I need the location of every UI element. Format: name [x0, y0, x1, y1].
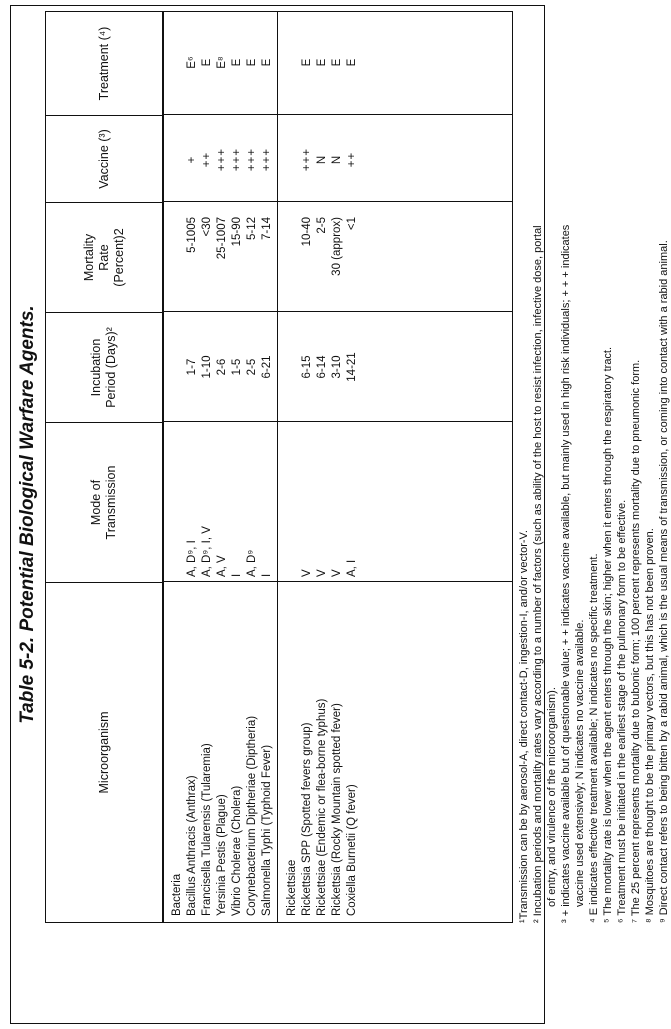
footnote: ¹Transmission can be by aerosol-A, direct contact-D, ingestion-I, and/or vector-V.	[518, 530, 530, 923]
cell-vaccine: ++	[201, 151, 213, 168]
cell-name: Salmonella Typhi (Typhoid Fever)	[261, 744, 273, 916]
table-row	[245, 12, 260, 922]
cell-mortality: 30 (approx)	[331, 217, 343, 276]
cell-vaccine: +++	[301, 147, 313, 172]
cell-incubation: 2-6	[216, 358, 228, 376]
cell-incubation: 6-14	[316, 355, 328, 379]
cell-treatment: E	[316, 58, 328, 67]
footnote: ² Incubation periods and mortality rates vary according to a number of factors (such as ability of the host to resist infection, infective dose, portal	[532, 225, 544, 923]
header-incubation: Incubation Period (Days)²	[46, 312, 162, 422]
cell-mode: A, D⁹	[246, 549, 258, 577]
cell-name: Rickettsia SPP (Spotted fevers group)	[301, 722, 313, 916]
group-label: Bacteria	[171, 873, 183, 916]
footnote: ⁵ The mortality rate is lower when the agent enters through the skin; higher when it enters through the respiratory tract.	[602, 346, 614, 923]
data-table	[45, 11, 513, 923]
cell-mode: V	[301, 569, 313, 577]
table-row	[315, 12, 330, 922]
cell-mortality: <30	[201, 217, 213, 237]
footnote: ⁶ Treatment must be initiated in the earliest stage of the pulmonary form to be effective.	[616, 499, 628, 923]
cell-incubation: 6-15	[301, 355, 313, 379]
cell-treatment: E	[201, 58, 213, 67]
cell-vaccine: +++	[216, 147, 228, 172]
cell-name: Vibrio Cholerae (Cholera)	[231, 785, 243, 916]
footnote: ⁹ Direct contact refers to being bitten by a rabid animal, which is the usual means of transmission, or coming into contact with a rabid animal.	[658, 240, 670, 923]
cell-incubation: 14-21	[346, 352, 358, 382]
cell-treatment: E	[331, 58, 343, 67]
table-row	[215, 12, 230, 922]
cell-vaccine: N	[316, 154, 328, 165]
table-row	[330, 12, 345, 922]
cell-name: Corynebacterium Diptheriae (Diptheria)	[246, 715, 258, 916]
table-row	[260, 12, 275, 922]
cell-mode: I	[231, 573, 243, 577]
cell-vaccine: +++	[231, 147, 243, 172]
cell-mortality: 25-1007	[216, 217, 228, 260]
footnote: ³ + indicates vaccine available but of questionable value; + + indicates vaccine available, but mainly used in high risk individuals; + + + indicates	[560, 224, 572, 923]
table-header	[46, 12, 164, 922]
group-label-row	[285, 12, 300, 922]
cell-mode: A, D⁹, I, V	[201, 526, 213, 577]
cell-mode: V	[331, 569, 343, 577]
cell-treatment: E	[246, 58, 258, 67]
cell-vaccine: +++	[261, 147, 273, 172]
footnote: ⁴ E indicates effective treatment available; N indicates no specific treatment.	[588, 553, 600, 923]
cell-name: Yersinia Pestis (Plague)	[216, 794, 228, 916]
footnote: of entry, and virulence of the microorganism).	[546, 687, 558, 907]
cell-mode: V	[316, 569, 328, 577]
header-vaccine: Vaccine (³)	[46, 115, 162, 202]
cell-incubation: 6-21	[261, 355, 273, 379]
cell-name: Rickettsiae (Endemic or flea-borne typhus)	[316, 698, 328, 916]
cell-vaccine: ++	[346, 151, 358, 168]
table-row	[300, 12, 315, 922]
cell-mortality: <1	[346, 217, 358, 231]
cell-mode: I	[261, 573, 273, 577]
cell-treatment: E	[301, 58, 313, 67]
table-title: Table 5-2. Potential Biological Warfare Agents.	[17, 305, 38, 724]
footnote: vaccine used extensively; N indicates no vaccine available.	[574, 619, 586, 907]
cell-incubation: 3-10	[331, 355, 343, 379]
cell-mortality: 7-14	[261, 217, 273, 241]
table-row	[200, 12, 215, 922]
header-mode: Mode of Transmission	[46, 422, 162, 582]
group-label-row	[170, 12, 185, 922]
cell-treatment: E⁸	[216, 56, 228, 69]
cell-mode: A, V	[216, 555, 228, 577]
table-row	[230, 12, 245, 922]
cell-mortality: 5-12	[246, 217, 258, 241]
cell-incubation: 1-7	[186, 358, 198, 376]
cell-treatment: E⁶	[186, 56, 198, 69]
header-mortality: Mortality Rate (Percent)2	[46, 202, 162, 312]
cell-vaccine: N	[331, 154, 343, 165]
cell-vaccine: +	[186, 155, 198, 164]
cell-incubation: 1-5	[231, 358, 243, 376]
header-treatment: Treatment (⁴)	[96, 26, 111, 101]
header-microorganism: Microorganism	[46, 582, 162, 922]
cell-incubation: 1-10	[201, 355, 213, 379]
cell-treatment: E	[346, 58, 358, 67]
cell-treatment: E	[231, 58, 243, 67]
footnote: ⁸ Mosquitoes are thought to be the primary vectors, but this has not been proven.	[644, 528, 656, 923]
cell-vaccine: +++	[246, 147, 258, 172]
cell-treatment: E	[261, 58, 273, 67]
group-separator	[277, 12, 278, 922]
cell-name: Francisella Tularensis (Tularemia)	[201, 743, 213, 916]
cell-mortality: 2-5	[316, 217, 328, 234]
cell-mode: A, I	[346, 559, 358, 577]
cell-incubation: 2-5	[246, 358, 258, 376]
table-row	[345, 12, 360, 922]
table-row	[185, 12, 200, 922]
group-label: Rickettsiae	[286, 859, 298, 916]
footnotes	[517, 11, 671, 923]
cell-name: Rickettsia (Rocky Mountain spotted fever)	[331, 703, 343, 916]
cell-mortality: 10-40	[301, 217, 313, 247]
cell-mode: A, D⁹, I	[186, 540, 198, 577]
cell-mortality: 5-1005	[186, 217, 198, 253]
cell-name: Coxiella Burnetii (Q fever)	[346, 784, 358, 916]
cell-name: Bacillus Anthracis (Anthrax)	[186, 775, 198, 916]
table-frame	[10, 5, 670, 1024]
footnote: ⁷ The 25 percent represents mortality due to bubonic form; 100 percent represents mortality due to pneumonic form.	[630, 359, 642, 923]
cell-mortality: 15-90	[231, 217, 243, 247]
